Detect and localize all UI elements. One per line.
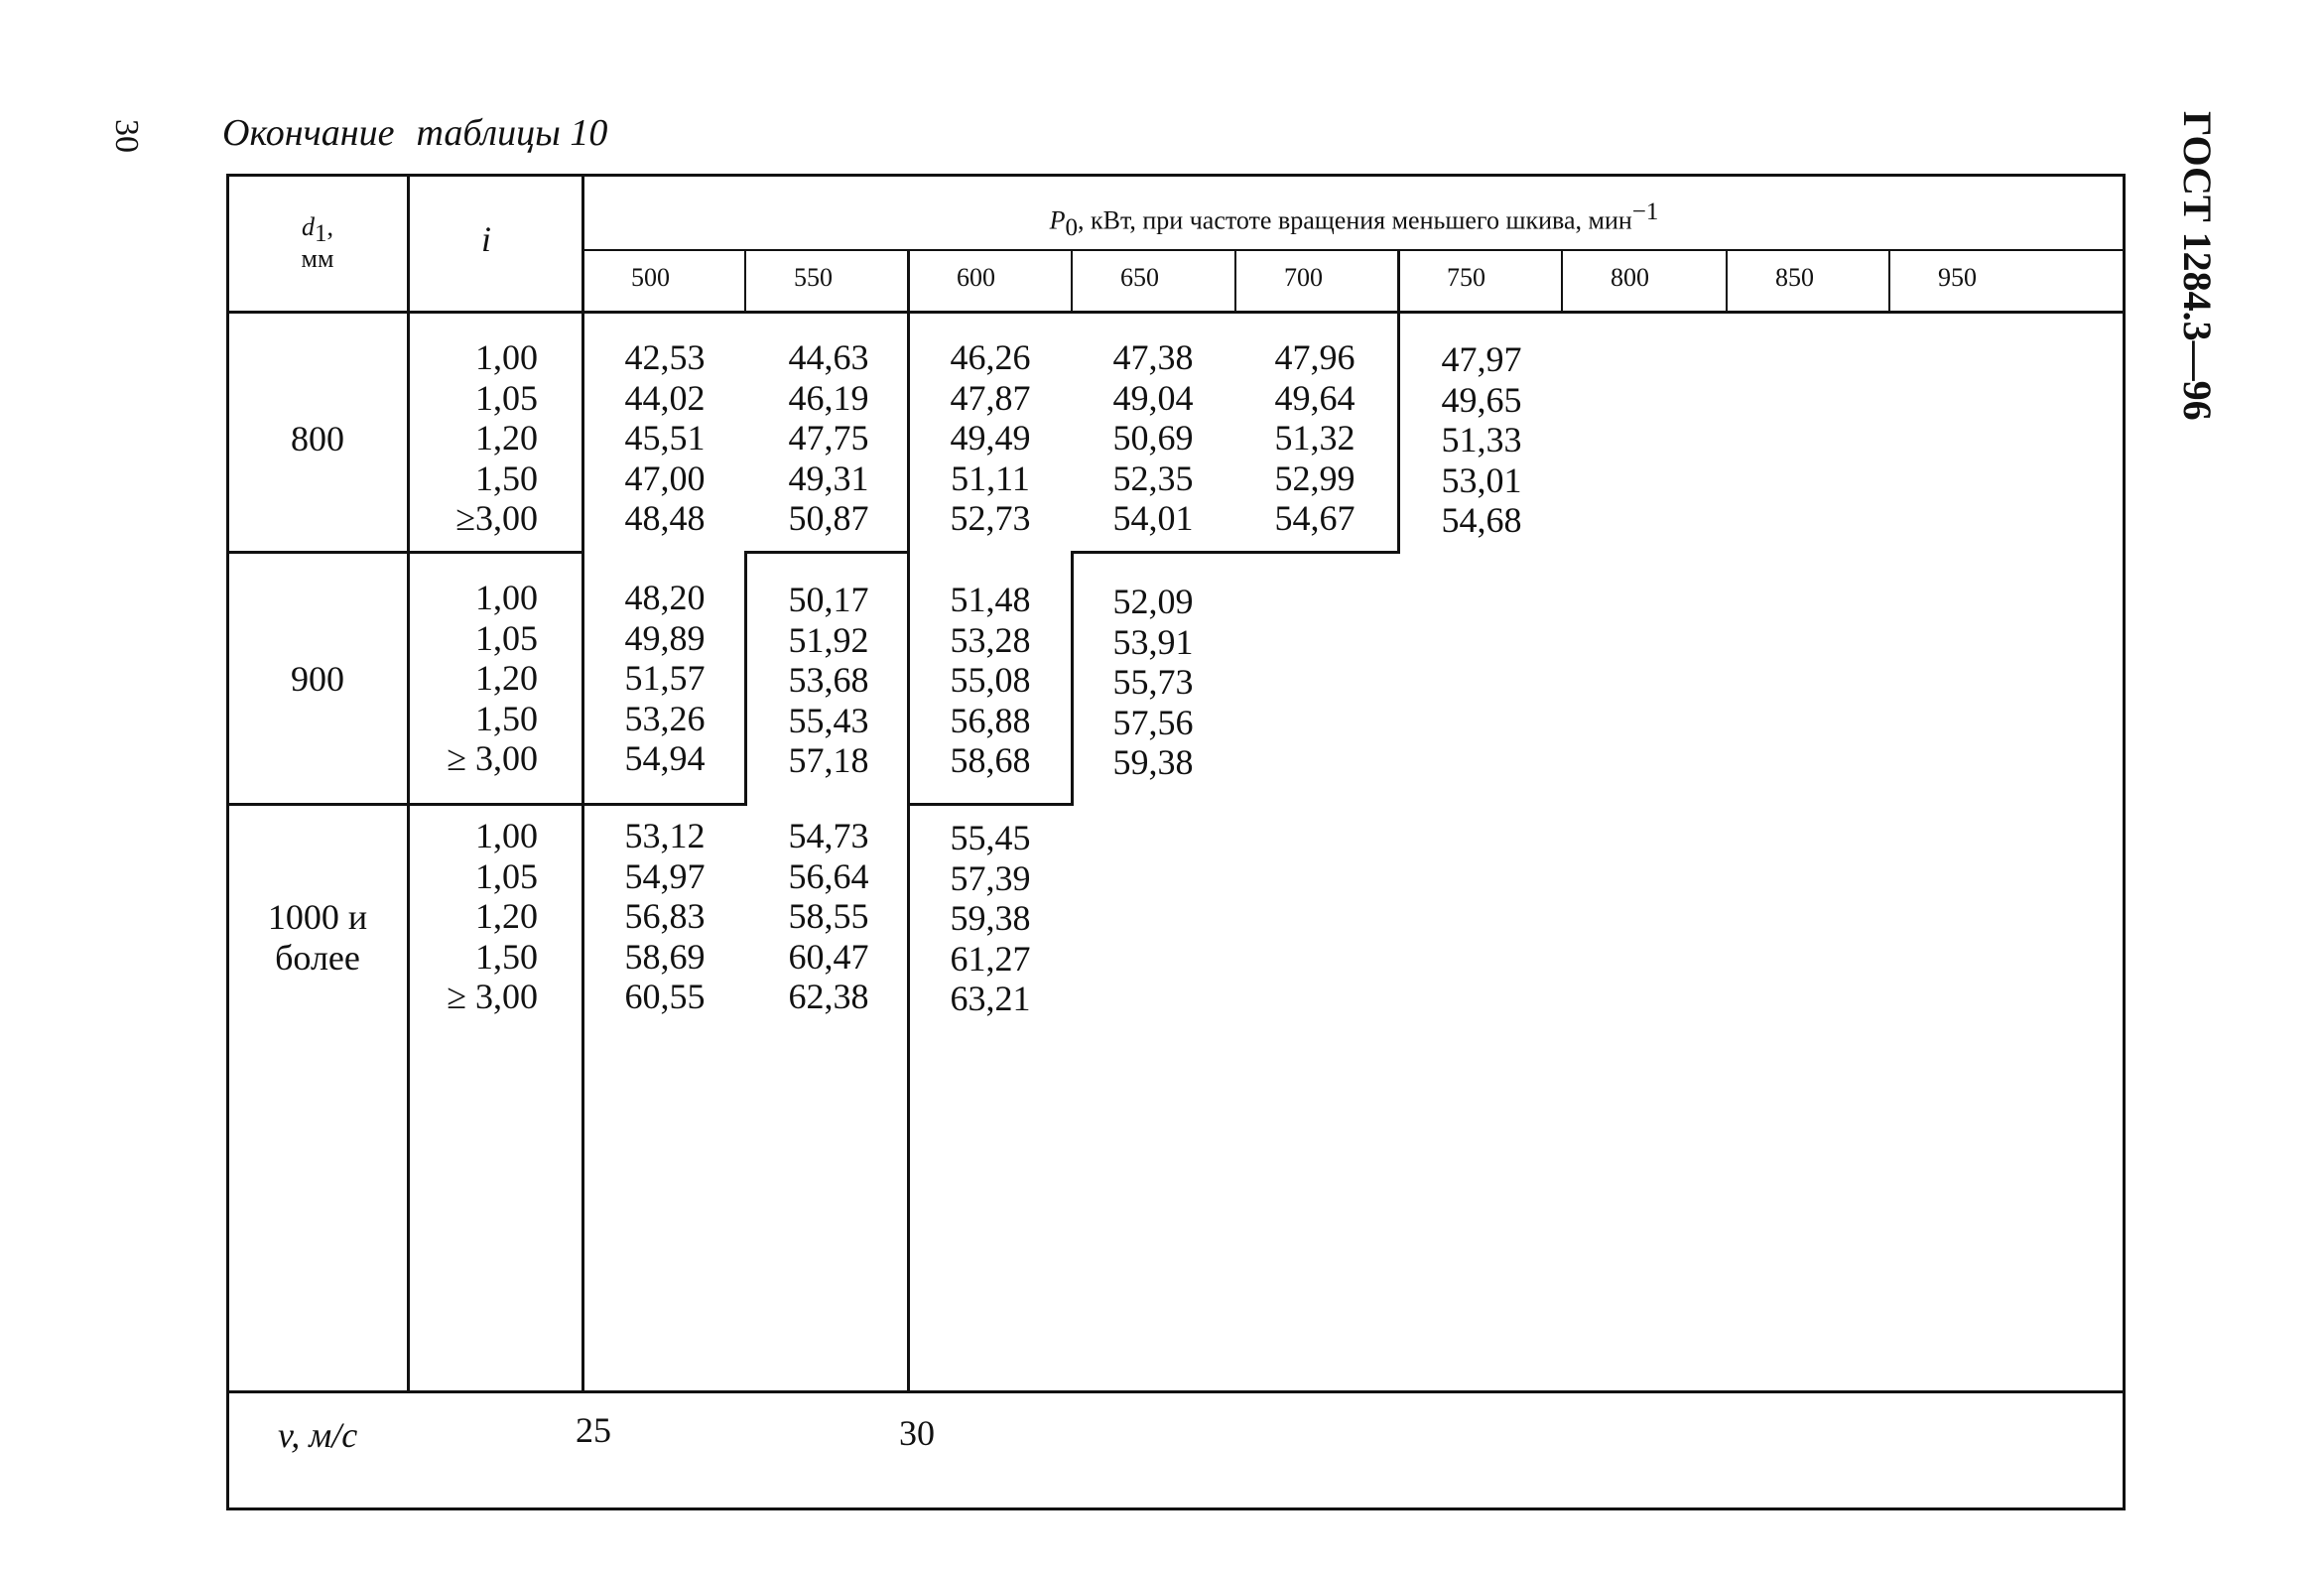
- frequency-header-cell: 950: [1938, 263, 1977, 292]
- table-cell: 47,97: [1441, 339, 1522, 379]
- step-boundary: [744, 551, 910, 554]
- table-cell: 57,18: [788, 740, 869, 780]
- table-cell: 49,89: [624, 617, 706, 658]
- frequency-header-cell: 800: [1611, 263, 1649, 292]
- table-cell: 48,20: [624, 578, 706, 617]
- i-value: 1,20: [475, 658, 538, 698]
- freq-separator: [1071, 249, 1073, 312]
- value-column: [926, 580, 1055, 781]
- table-cell: 58,68: [950, 740, 1031, 780]
- table-cell: 52,73: [950, 498, 1031, 538]
- table-border-bottom: [226, 1507, 2126, 1510]
- d1-value-line: более: [275, 937, 360, 978]
- table-cell: 60,55: [624, 977, 706, 1016]
- velocity-label: v, м/с: [278, 1415, 358, 1455]
- step-boundary: [583, 803, 747, 806]
- step-boundary: [907, 803, 1073, 806]
- table-cell: 54,67: [1274, 498, 1356, 538]
- velocity-mark: 30: [899, 1413, 935, 1453]
- i-values: [417, 578, 538, 779]
- step-boundary: [907, 311, 910, 554]
- freq-separator: [1234, 249, 1236, 312]
- table-cell: 62,38: [788, 977, 869, 1016]
- footer-rule: [226, 1390, 2126, 1393]
- table-cell: 46,26: [950, 337, 1031, 377]
- value-column: [1250, 337, 1379, 539]
- i-header: i: [480, 219, 491, 259]
- table-cell: 59,38: [1112, 742, 1194, 782]
- table-cell: 57,56: [1112, 702, 1194, 742]
- table-cell: 53,91: [1112, 621, 1194, 662]
- i-value: 1,00: [475, 337, 538, 377]
- i-value: 1,05: [475, 855, 538, 896]
- d1-unit: мм: [301, 244, 334, 273]
- table-cell: 57,39: [950, 857, 1031, 898]
- table-cell: 53,28: [950, 619, 1031, 660]
- i-value: 1,50: [475, 458, 538, 498]
- power-header-text: , кВт, при частоте вращения меньшего шкива, мин: [1078, 205, 1632, 235]
- i-value: 1,05: [475, 377, 538, 418]
- frequency-header-cell: 500: [631, 263, 670, 292]
- table-cell: 59,38: [950, 898, 1031, 938]
- header-bottom-rule: [226, 311, 2126, 314]
- header-divider: [583, 249, 2125, 251]
- value-column: [926, 818, 1055, 1019]
- table-cell: 61,27: [950, 938, 1031, 979]
- table-cell: 56,83: [624, 896, 706, 936]
- table-cell: 44,63: [788, 337, 869, 377]
- frequency-header-cell: 600: [957, 263, 995, 292]
- velocity-mark: 25: [576, 1410, 611, 1450]
- power-symbol: P: [1049, 205, 1066, 235]
- freq-separator: [1726, 249, 1728, 312]
- table-cell: 50,17: [788, 580, 869, 619]
- d1-header: $d_1$,: [302, 212, 333, 248]
- standard-code: ГОСТ 1284.3—96: [2175, 111, 2220, 421]
- value-column: [600, 578, 729, 779]
- table-cell: 42,53: [624, 337, 706, 377]
- table-border-left: [226, 174, 229, 1510]
- value-column: [600, 337, 729, 539]
- table-cell: 54,68: [1441, 500, 1522, 540]
- table-cell: 47,00: [624, 458, 706, 498]
- step-boundary: [1071, 551, 1074, 806]
- table-cell: 44,02: [624, 377, 706, 418]
- i-value: 1,05: [475, 617, 538, 658]
- frequency-header-cell: 550: [794, 263, 833, 292]
- i-value: ≥3,00: [455, 498, 538, 538]
- power-subscript: 0: [1065, 213, 1078, 241]
- step-boundary: [1397, 311, 1400, 554]
- d1-value: [248, 897, 387, 978]
- table-cell: 51,57: [624, 658, 706, 698]
- value-column: [1417, 339, 1546, 541]
- i-value: 1,00: [475, 816, 538, 855]
- table-cell: 45,51: [624, 418, 706, 458]
- table-cell: 55,08: [950, 660, 1031, 700]
- frequency-header-cell: 700: [1284, 263, 1323, 292]
- i-value: 1,20: [475, 418, 538, 458]
- table-cell: 51,48: [950, 580, 1031, 619]
- table-cell: 49,65: [1441, 379, 1522, 420]
- value-column: [764, 580, 893, 781]
- table-cell: 53,12: [624, 816, 706, 855]
- table-cell: 51,11: [951, 458, 1030, 498]
- step-boundary: [744, 551, 747, 806]
- table-cell: 55,73: [1112, 662, 1194, 702]
- table-cell: 51,92: [788, 619, 869, 660]
- d1-value-line: 1000 и: [267, 897, 368, 937]
- frequency-header-cell: 750: [1447, 263, 1485, 292]
- table-cell: 47,38: [1112, 337, 1194, 377]
- table-cell: 55,45: [950, 818, 1031, 857]
- table-cell: 47,75: [788, 418, 869, 458]
- table-cell: 60,47: [788, 936, 869, 977]
- table-cell: 54,97: [624, 855, 706, 896]
- i-value: 1,00: [475, 578, 538, 617]
- table-cell: 53,68: [788, 660, 869, 700]
- value-column: [764, 816, 893, 1017]
- i-value: ≥ 3,00: [447, 738, 538, 778]
- d1-symbol: d: [302, 212, 315, 241]
- table-cell: 52,99: [1274, 458, 1356, 498]
- table-cell: 47,96: [1274, 337, 1356, 377]
- i-value: 1,50: [475, 936, 538, 977]
- power-superscript: −1: [1631, 198, 1659, 225]
- table-cell: 53,01: [1441, 459, 1522, 500]
- freq-separator: [1888, 249, 1890, 312]
- caption-part2: таблицы 10: [416, 112, 608, 154]
- freq-separator: [1561, 249, 1563, 312]
- value-column: [1089, 582, 1218, 783]
- table-cell: 54,01: [1112, 498, 1194, 538]
- table-border-right: [2123, 174, 2126, 1510]
- table-cell: 46,19: [788, 377, 869, 418]
- freq-separator: [744, 249, 746, 312]
- table-cell: 58,55: [788, 896, 869, 936]
- table-cell: 49,49: [950, 418, 1031, 458]
- i-value: 1,20: [475, 896, 538, 936]
- column-rule-d1: [407, 174, 410, 1392]
- page-number: 30: [108, 119, 145, 153]
- table-cell: 58,69: [624, 936, 706, 977]
- value-column: [600, 816, 729, 1017]
- table-cell: 51,32: [1274, 418, 1356, 458]
- caption-part1: Окончание: [222, 112, 395, 154]
- table-cell: 48,48: [624, 498, 706, 538]
- table-cell: 49,04: [1112, 377, 1194, 418]
- table-cell: 49,31: [788, 458, 869, 498]
- table-cell: 51,33: [1441, 420, 1522, 459]
- table-caption: [222, 111, 607, 155]
- value-column: [1089, 337, 1218, 539]
- table-cell: 54,94: [624, 738, 706, 778]
- column-rule-i: [581, 174, 584, 1392]
- i-value: ≥ 3,00: [447, 977, 538, 1016]
- table-border-top: [226, 174, 2126, 177]
- step-boundary: [1071, 551, 1400, 554]
- d1-value: 800: [291, 419, 344, 458]
- table-cell: 54,73: [788, 816, 869, 855]
- table-cell: 50,87: [788, 498, 869, 538]
- i-values: [417, 816, 538, 1017]
- group-separator: [226, 551, 583, 554]
- table-cell: 49,64: [1274, 377, 1356, 418]
- i-values: [417, 337, 538, 539]
- table-cell: 56,64: [788, 855, 869, 896]
- table-cell: 47,87: [950, 377, 1031, 418]
- frequency-header-cell: 650: [1120, 263, 1159, 292]
- d1-subscript: 1: [315, 220, 327, 248]
- value-column: [764, 337, 893, 539]
- freq-separator: [1397, 249, 1400, 312]
- value-column: [926, 337, 1055, 539]
- table-cell: 53,26: [624, 698, 706, 738]
- table-cell: 50,69: [1112, 418, 1194, 458]
- table-cell: 52,09: [1112, 582, 1194, 621]
- table-cell: 52,35: [1112, 458, 1194, 498]
- table-cell: 55,43: [788, 700, 869, 740]
- table-cell: 63,21: [950, 979, 1031, 1018]
- frequency-header-cell: 850: [1775, 263, 1814, 292]
- i-value: 1,50: [475, 698, 538, 738]
- power-header: [583, 198, 2125, 242]
- table-cell: 56,88: [950, 700, 1031, 740]
- d1-value: 900: [291, 659, 344, 699]
- group-separator: [226, 803, 583, 806]
